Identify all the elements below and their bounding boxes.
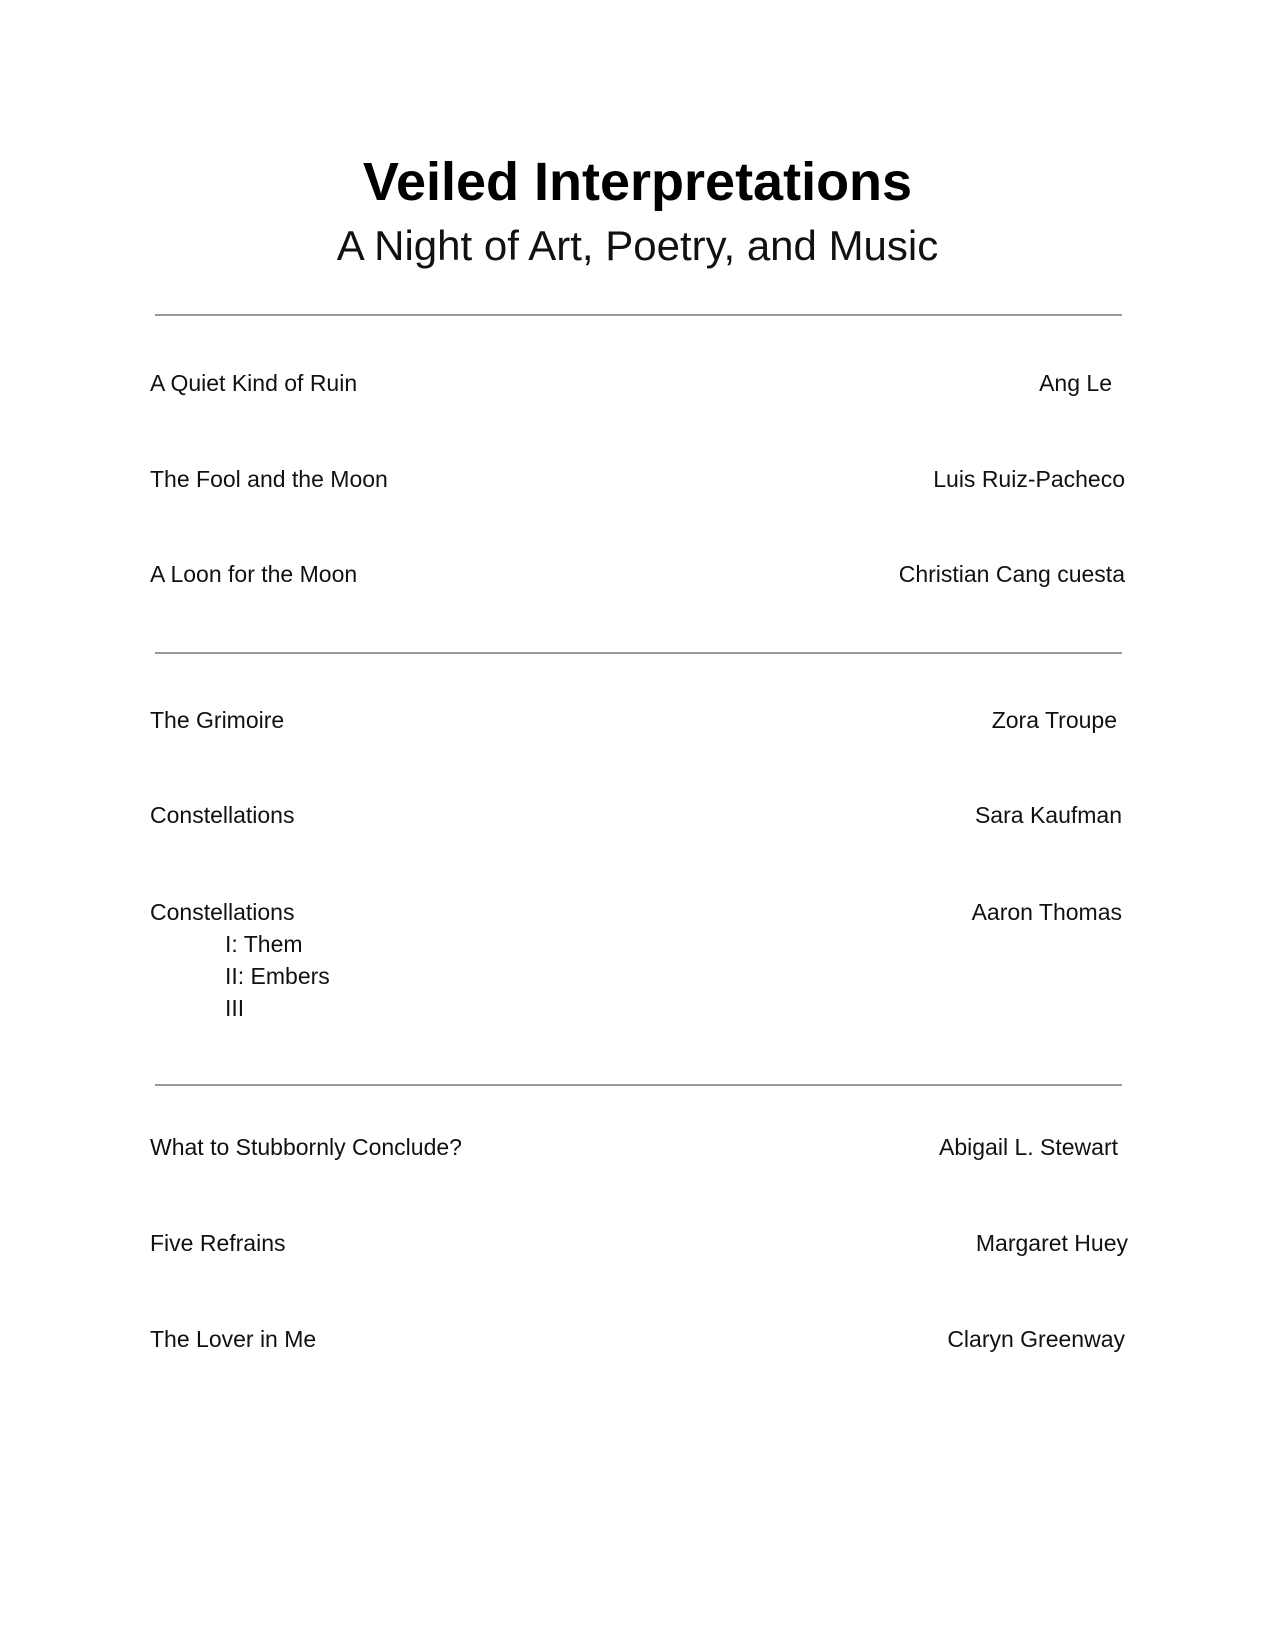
piece-title: The Lover in Me (150, 1326, 317, 1352)
movement-title: II: Embers (225, 963, 330, 989)
piece-title: A Quiet Kind of Ruin (150, 370, 358, 396)
section-divider (155, 1084, 1122, 1086)
page-title: Veiled Interpretations (362, 152, 913, 212)
artist-name: Zora Troupe (991, 707, 1117, 733)
movement-list (225, 928, 330, 1024)
artist-name: Ang Le (1039, 370, 1112, 396)
piece-title: Constellations (150, 899, 295, 925)
piece-title: A Loon for the Moon (150, 561, 358, 587)
artist-name: Claryn Greenway (947, 1326, 1125, 1352)
piece-title: Constellations (150, 802, 295, 828)
page-subtitle: A Night of Art, Poetry, and Music (336, 222, 939, 269)
artist-name: Aaron Thomas (971, 899, 1122, 925)
piece-title: What to Stubbornly Conclude? (150, 1134, 462, 1160)
movement-title: I: Them (225, 931, 303, 957)
movement-title: III (225, 995, 245, 1021)
piece-title: The Fool and the Moon (150, 466, 388, 492)
piece-title: Five Refrains (150, 1230, 286, 1256)
section-divider (155, 652, 1122, 654)
section-divider (155, 314, 1122, 316)
artist-name: Luis Ruiz-Pacheco (933, 466, 1125, 492)
artist-name: Christian Cang cuesta (898, 561, 1125, 587)
artist-name: Abigail L. Stewart (939, 1134, 1118, 1160)
piece-title: The Grimoire (150, 707, 285, 733)
artist-name: Sara Kaufman (974, 802, 1122, 828)
artist-name: Margaret Huey (975, 1230, 1128, 1256)
